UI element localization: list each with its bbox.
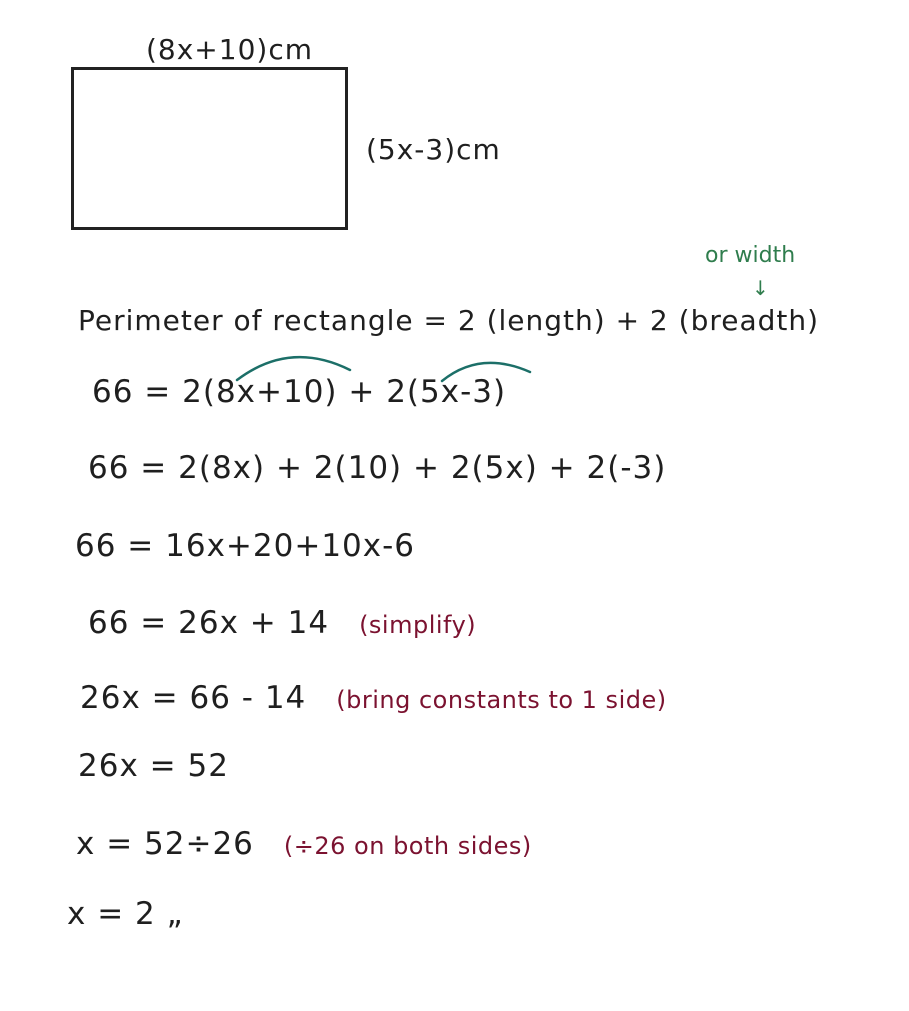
step-simplified-row [88,605,476,641]
step-simplified: 66 = 26x + 14 [88,605,330,641]
down-arrow-icon: ↓ [752,276,769,300]
step-distribute: 66 = 2(8x) + 2(10) + 2(5x) + 2(-3) [88,450,667,486]
or-width-note: or width [705,243,796,268]
step-combined: 66 = 16x+20+10x-6 [75,528,416,564]
divide-note: (÷26 on both sides) [283,832,532,860]
perimeter-formula: Perimeter of rectangle = 2 (length) + 2 (breadth) [78,304,820,337]
step-divide-row [76,826,532,862]
simplify-note: (simplify) [359,611,477,639]
width-label: (5x-3)cm [366,133,501,166]
rearrange-note: (bring constants to 1 side) [336,686,667,714]
final-answer: x = 2 „ [67,896,184,932]
step-result: 26x = 52 [78,748,229,784]
rectangle-diagram [71,67,348,230]
step-rearrange: 26x = 66 - 14 [80,680,307,716]
length-label: (8x+10)cm [146,33,313,66]
step-divide: x = 52÷26 [76,826,254,862]
step-expand: 66 = 2(8x+10) + 2(5x-3) [92,374,507,410]
step-rearrange-row [80,680,667,716]
